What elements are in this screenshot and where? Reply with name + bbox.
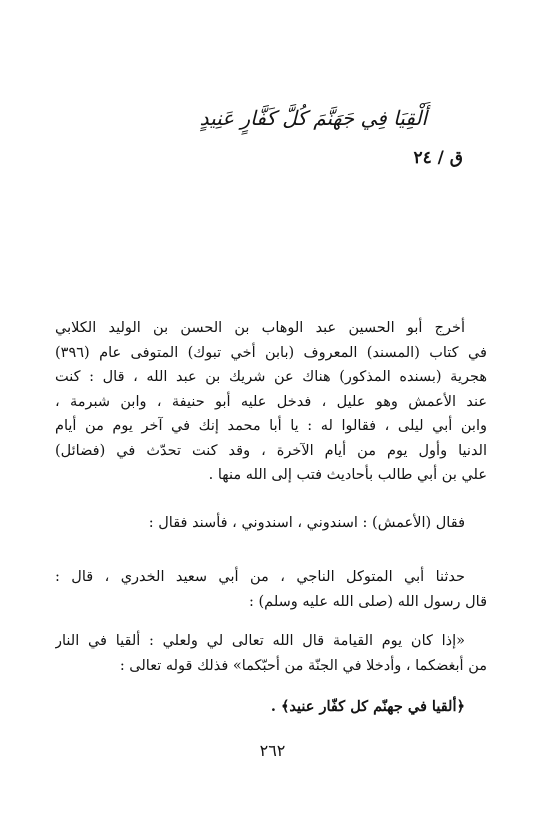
text-line: علي بن أبي طالب بأحاديث فتب إلى الله منها . <box>208 467 487 483</box>
paragraph-chain <box>55 565 487 614</box>
text-line: «إذا كان يوم القيامة قال الله تعالى لي ولعلي : ألقيا في النار <box>55 633 465 649</box>
page-number: ٢٦٢ <box>259 741 286 760</box>
paragraph-response <box>55 511 487 536</box>
text-line: ﴿ألقيا في جهنّم كل كفّار عنيد﴾ . <box>270 698 465 715</box>
text-line: في كتاب (المسند) المعروف (بابن أخي تبوك) المتوفى عام (٣٩٦) <box>55 344 487 361</box>
surah-verse-reference: ق / ٢٤ <box>413 148 463 168</box>
paragraph-verse <box>55 695 487 720</box>
text-line: عند الأعمش وهو عليل ، فدخل عليه أبو حنيفة ، وابن شبرمة ، <box>55 393 487 410</box>
text-line: فقال (الأعمش) : اسندوني ، اسندوني ، فأسند فقال : <box>148 515 465 531</box>
text-line: هجرية (بسنده المذكور) هناك عن شريك بن عبد الله ، قال : كنت <box>55 369 487 385</box>
paragraph-hadith <box>55 629 487 678</box>
text-line: وابن أبي ليلى ، فقالوا له : يا أبا محمد إنك في آخر يوم من أيام <box>55 418 487 434</box>
verse-title: أَلْقِيَا فِي جَهَنَّمَ كُلَّ كَفَّارٍ عَنِيدٍ <box>199 106 427 130</box>
text-line: قال رسول الله (صلى الله عليه وسلم) : <box>249 593 487 610</box>
text-line: من أبغضكما ، وأدخلا في الجنّة من أحبّكما» فذلك قوله تعالى : <box>119 657 487 674</box>
paragraph-narration <box>55 316 487 488</box>
text-line: الدنيا وأول يوم من أيام الآخرة ، وقد كنت تحدّث في (فضائل) <box>55 442 487 459</box>
text-line: أخرج أبو الحسين عبد الوهاب بن الحسن بن الوليد الكلابي <box>55 320 465 336</box>
text-line: حدثنا أبي المتوكل الناجي ، من أبي سعيد الخدري ، قال : <box>55 569 465 585</box>
